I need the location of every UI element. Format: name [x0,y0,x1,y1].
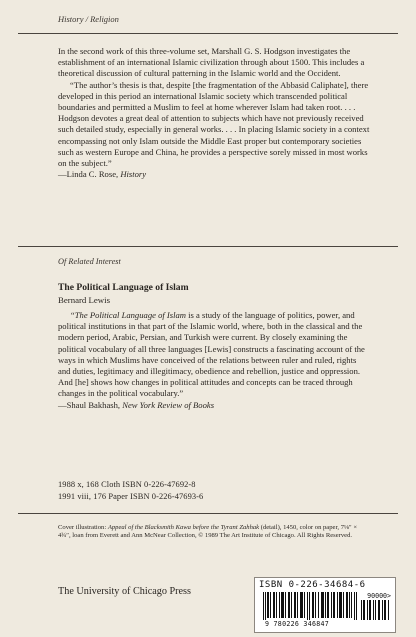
middle-rule [18,246,398,247]
related-book-author: Bernard Lewis [58,295,111,305]
related-heading: Of Related Interest [58,257,121,266]
review-quote: “The author’s thesis is that, despite [the fragmentation of the Abbasid Caliphate], there developed in this period an international Islamic society which transcended political boundaries and permitted a Muslim to feel at home wherever Islam had taken root. . . . Hodgson devotes a great deal of attention to subjects which have not previously received such detailed study, especially in general works. . . . In placing Islamic society in a context encompassing not only Islam outside the Middle East proper but contemporary societies such as western Europe and China, he provides a perspective sorely missed in most works on the subject.” [58,79,370,169]
lower-rule [18,513,398,514]
related-quote-attribution [58,400,370,411]
cover-illustration-credit [58,524,370,541]
related-book-title: The Political Language of Islam [58,282,189,293]
cover-credit-rest: (detail), 1450, color on paper, 7⅛″ × 4¾″, loan from Everett and Ann McNear Collection, © 1989 The Art Institute of Chicago. All Rights Reserved. [58,524,358,540]
top-rule [18,33,398,34]
edition-paper: 1991 viii, 176 Paper ISBN 0-226-47693-6 [58,492,204,501]
cover-credit-lead: Cover illustration: [58,524,108,531]
related-quote-block [58,310,370,411]
related-attribution-source: New York Review of Books [122,399,215,410]
category-label: History / Religion [58,14,119,24]
addon-barcode-bars [361,600,391,620]
ean-digits: 9 780226 346847 [265,620,330,628]
related-quote [58,310,370,400]
review-attribution-name: —Linda C. Rose, [58,169,121,180]
edition-cloth: 1988 x, 168 Cloth ISBN 0-226-47692-8 [58,480,196,489]
barcode-addon-price: 90000> [367,592,391,600]
review-attribution-source: History [120,169,147,180]
related-attribution-name: —Shaul Bakhash, [58,399,123,410]
barcode [254,577,396,633]
description-block [58,46,370,180]
cover-credit-title: Appeal of the Blacksmith Kawa before the Tyrant Zahhak [107,524,260,531]
publisher-name: The University of Chicago Press [58,586,191,597]
related-quote-body: is a study of the language of politics, power, and political institutions in that part of the Islamic world, where, both in the classical and the modern period, Arabic, Persian, and Turkish were current. By closely examining the political vocabulary of all three languages [Lewis] constructs a fascinating account of the ways in which Muslims have conceived of the relations between ruler and ruled, rights and duties, legitimacy and illegitimacy, obedience and rebellion, justice and oppression. And [he] shows how changes in political attitudes and concepts can be traced through changes in the political vocabulary.” [58,310,365,399]
ean-barcode-bars [263,592,359,620]
related-quote-title: “The Political Language of Islam [70,310,187,320]
review-attribution [58,169,370,180]
isbn-label: ISBN 0-226-34684-6 [259,580,366,590]
description-text: In the second work of this three-volume set, Marshall G. S. Hodgson investigates the establishment of an international Islamic civilization through about 1500. This includes a theoretical discussion of cultural patterning in the Islamic world and the Occident. [58,46,365,79]
